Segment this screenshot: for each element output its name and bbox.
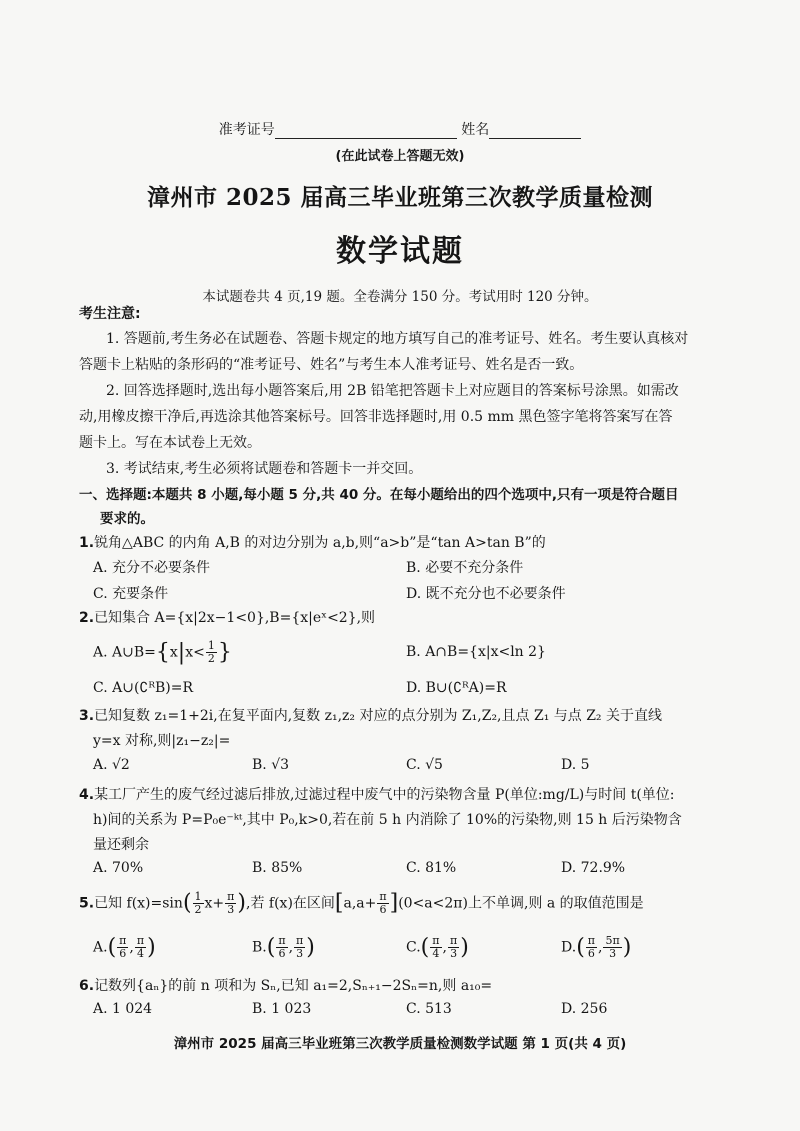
section1-heading-line2: 要求的。 bbox=[100, 511, 154, 527]
q2-option-c: C. A∪(∁ᴿB)=R bbox=[93, 680, 193, 696]
q5-option-c: C.( $\frac{\pi}{4}$ , $\frac{\pi}{3}$ ) bbox=[406, 934, 469, 960]
q5-frac-pi6: $\frac{\pi}{6}$ bbox=[379, 890, 387, 916]
q4-option-a: A. 70% bbox=[93, 860, 144, 876]
q5-frac-pi3: $\frac{\pi}{3}$ bbox=[227, 890, 235, 916]
name-label: 姓名 bbox=[461, 122, 490, 138]
subject-title: 数学试题 bbox=[336, 234, 464, 269]
q1-option-a: A. 充分不必要条件 bbox=[93, 560, 211, 576]
q2-option-d: D. B∪(∁ᴿA)=R bbox=[406, 680, 507, 696]
notice-p1-line2: 答题卡上粘贴的条形码的“准考证号、姓名”与考生本人准考证号、姓名是否一致。 bbox=[79, 357, 584, 373]
q1-option-c: C. 充要条件 bbox=[93, 586, 169, 602]
q5-option-a: A.( $\frac{\pi}{6}$ , $\frac{\pi}{4}$ ) bbox=[93, 934, 156, 960]
question-5-stem: 5.已知 f(x)=sin( $\frac{1}{2}$ x+ $\frac{\pi}{3}$ ),若 f(x)在区间[a,a+ $\frac{\pi}{6}$ ](0<a<2π)上不单调,则 a 的取值范围是 bbox=[79, 890, 644, 916]
notice-p3: 3. 考试结束,考生必须将试题卷和答题卡一并交回。 bbox=[106, 461, 423, 477]
q4-option-c: C. 81% bbox=[406, 860, 457, 876]
q5-text-5: (0<a<2π)上不单调,则 a 的取值范围是 bbox=[398, 895, 644, 912]
q3-option-c: C. √5 bbox=[406, 757, 443, 773]
question-6-number: 6. bbox=[79, 978, 95, 994]
q6-option-b: B. 1 023 bbox=[252, 1001, 312, 1017]
notice-p2-line2: 动,用橡皮擦干净后,再选涂其他答案标号。回答非选择题时,用 0.5 mm 黑色签字笔将答案写在答 bbox=[79, 409, 673, 425]
q5-text-2: x+ bbox=[204, 895, 225, 912]
notice-p2-line1: 2. 回答选择题时,选出每小题答案后,用 2B 铅笔把答题卡上对应题目的答案标号涂黑。如需改 bbox=[106, 383, 679, 399]
invalid-note: (在此试卷上答题无效) bbox=[335, 149, 465, 164]
name-blank[interactable] bbox=[489, 124, 581, 139]
question-4-line2: h)间的关系为 P=P₀e⁻ᵏᵗ,其中 P₀,k>0,若在前 5 h 内消除了 10%的污染物,则 15 h 后污染物含 bbox=[93, 812, 682, 828]
question-3-line1 bbox=[79, 706, 662, 726]
question-2-stem bbox=[79, 608, 375, 628]
exam-id-label: 准考证号 bbox=[218, 122, 275, 138]
notice-heading: 考生注意: bbox=[79, 306, 141, 322]
q5-option-b: B.( $\frac{\pi}{6}$ , $\frac{\pi}{3}$ ) bbox=[252, 934, 315, 960]
q2-option-a-fraction: $\frac{1}{2}$ bbox=[207, 639, 215, 665]
q6-option-d: D. 256 bbox=[561, 1001, 608, 1017]
q2-option-a-prefix: A. A∪B= bbox=[93, 644, 156, 661]
question-4-text: 某工厂产生的废气经过滤后排放,过滤过程中废气中的污染物含量 P(单位:mg/L)与时间 t(单位: bbox=[94, 787, 675, 803]
q1-option-b: B. 必要不充分条件 bbox=[406, 560, 524, 576]
question-6-stem bbox=[79, 976, 492, 996]
q6-option-c: C. 513 bbox=[406, 1001, 452, 1017]
q2-option-a-var: x bbox=[169, 644, 178, 661]
q2-option-a-cond: x< bbox=[185, 644, 205, 661]
q5-text-1: 已知 f(x)=sin bbox=[94, 895, 183, 912]
q4-option-d: D. 72.9% bbox=[561, 860, 626, 876]
q3-option-d: D. 5 bbox=[561, 757, 590, 773]
q5-text-3: ,若 f(x)在区间 bbox=[246, 895, 335, 912]
question-6-text: 记数列{aₙ}的前 n 项和为 Sₙ,已知 a₁=2,Sₙ₊₁−2Sₙ=n,则 a₁₀= bbox=[94, 978, 493, 994]
question-3-line2: y=x 对称,则|z₁−z₂|= bbox=[93, 733, 231, 749]
q4-option-b: B. 85% bbox=[252, 860, 303, 876]
exam-title: 漳州市 2025 届高三毕业班第三次教学质量检测 bbox=[146, 184, 654, 211]
question-5-number: 5. bbox=[79, 895, 95, 912]
question-2-number: 2. bbox=[79, 610, 95, 626]
question-2-text: 已知集合 A={x|2x−1<0},B={x|eˣ<2},则 bbox=[94, 610, 376, 626]
q2-option-b: B. A∩B={x|x<ln 2} bbox=[406, 644, 546, 660]
q6-option-a: A. 1 024 bbox=[93, 1001, 153, 1017]
section1-heading-line1: 一、选择题:本题共 8 小题,每小题 5 分,共 40 分。在每小题给出的四个选项中,只有一项是符合题目 bbox=[79, 487, 679, 503]
q1-option-d: D. 既不充分也不必要条件 bbox=[406, 586, 566, 602]
q5-text-4: a,a+ bbox=[343, 895, 377, 912]
question-1-stem bbox=[79, 533, 546, 553]
notice-p2-line3: 题卡上。写在本试卷上无效。 bbox=[79, 435, 261, 451]
question-4-line1 bbox=[79, 785, 675, 805]
question-1-text: 锐角△ABC 的内角 A,B 的对边分别为 a,b,则“a>b”是“tan A>tan B”的 bbox=[94, 535, 546, 551]
page-footer: 漳州市 2025 届高三毕业班第三次教学质量检测数学试题 第 1 页(共 4 页) bbox=[173, 1036, 627, 1052]
question-4-line3: 量还剩余 bbox=[93, 837, 149, 853]
exam-id-blank[interactable] bbox=[275, 124, 457, 139]
q5-option-d: D.( $\frac{\pi}{6}$ , $\frac{5\pi}{3}$ ) bbox=[561, 934, 632, 960]
question-4-number: 4. bbox=[79, 787, 95, 803]
notice-p1-line1: 1. 答题前,考生务必在试题卷、答题卡规定的地方填写自己的准考证号、姓名。考生要认真核对 bbox=[106, 331, 689, 347]
q3-option-a: A. √2 bbox=[93, 757, 130, 773]
q5-frac-half: $\frac{1}{2}$ bbox=[194, 890, 202, 916]
exam-intro: 本试题卷共 4 页,19 题。全卷满分 150 分。考试用时 120 分钟。 bbox=[202, 289, 598, 305]
q2-option-a: A. A∪B={x|x< $\frac{1}{2}$ } bbox=[93, 639, 232, 665]
question-1-number: 1. bbox=[79, 535, 95, 551]
candidate-info-line bbox=[0, 119, 800, 139]
question-3-text: 已知复数 z₁=1+2i,在复平面内,复数 z₁,z₂ 对应的点分别为 Z₁,Z₂,且点 Z₁ 与点 Z₂ 关于直线 bbox=[94, 708, 662, 724]
question-3-number: 3. bbox=[79, 708, 95, 724]
q3-option-b: B. √3 bbox=[252, 757, 290, 773]
